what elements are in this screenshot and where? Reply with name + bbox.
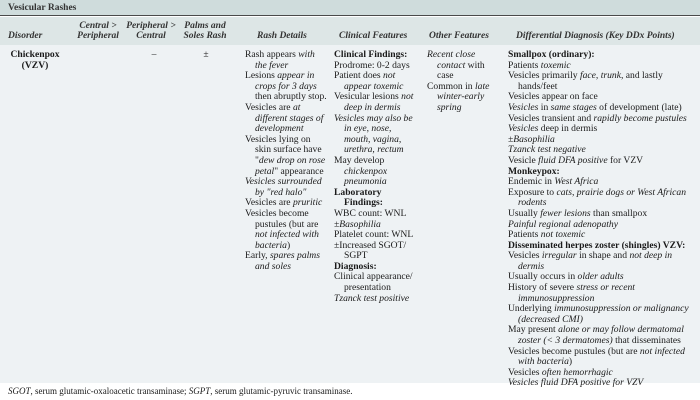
text-segment: for VZV [607,154,644,166]
text-segment: Vesicle [508,154,539,166]
text-segment: appear in crops for 3 days [255,70,317,92]
header-central-peripheral: Central > Peripheral [77,21,119,41]
text-segment: late winter-early spring [437,80,490,113]
text-segment: of development (late) [596,101,682,113]
text-segment: Platelet count: WNL [334,229,414,241]
header-peripheral-central: Peripheral > Central [126,21,176,41]
text-segment: pruritic [292,197,323,209]
text-segment: with the fever [255,49,315,71]
text-segment: dew drop on rose petal [255,154,326,177]
text-segment: " appearance [274,165,324,177]
text-segment: WBC count: WNL [334,207,407,219]
list-item [334,92,418,113]
text-segment: fluid DFA positive [538,154,608,166]
header-palms-soles: Palms and Soles Rash [183,21,227,41]
header-rash-details: Rash Details [257,31,307,41]
text-segment: then abruptly stop. [255,91,327,103]
text-segment: than smallpox [590,207,648,219]
list-item [245,103,327,135]
clinical-features-list [334,50,418,304]
text-segment: with case [437,59,485,82]
text-segment: Rash appears [245,49,299,60]
text-segment: not deep in dermis [344,91,414,113]
text-segment: Underlying [508,303,555,315]
text-segment: irregular [541,250,577,262]
text-segment: Vesicles [508,250,542,262]
text-segment: Laboratory Findings: [334,186,383,209]
text-segment: Vesicles [508,123,539,135]
text-segment: Vesicles primarily [508,70,580,82]
text-segment: chickenpox pneumonia [344,165,388,188]
list-item [334,272,418,293]
text-segment: Exposure to [508,186,557,198]
text-segment: Patients [508,229,541,241]
text-segment: Clinical appearance/ presentation [334,271,413,294]
list-item [245,209,327,251]
table-header-row [0,17,700,45]
text-segment: Vesicles are [245,197,293,209]
list-item [334,156,418,188]
text-segment: not deep in dermis [518,250,673,272]
text-segment: Vesicles become pustules (but are [245,207,319,230]
text-segment: May present [508,324,559,336]
text-segment: Tzanck test positive [334,292,410,304]
text-segment: often hemorrhagic [541,366,613,378]
text-segment: ±Basophilia [508,133,555,145]
text-segment: West Africa [554,176,599,188]
text-segment: , and lastly hands/feet [518,70,663,92]
text-segment: not infected with bacteria [255,229,319,251]
text-segment: Clinical Findings: [334,49,408,60]
text-segment: Vesicles fluid DFA positive for VZV [508,377,644,389]
text-segment: Endemic in [508,176,555,188]
header-other-features: Other Features [429,31,489,41]
text-segment: same stages [550,101,597,113]
text-segment: SGPT [188,386,211,396]
text-segment: fewer lesions [540,207,591,219]
list-item [508,325,700,346]
list-item [508,378,700,389]
text-segment: not toxemic [540,229,586,241]
list-item [245,71,327,103]
text-segment: Smallpox (ordinary): [508,49,595,60]
text-segment: Vesicles may also be in eye, nose, mouth, vagina, urethra, rectum [334,112,413,156]
text-segment: Vesicles become pustules (but are [508,345,640,357]
list-item [508,188,700,209]
other-features-list [427,50,499,114]
text-segment: stress or recent immunosuppression [518,282,635,304]
list-item [245,251,327,272]
text-segment: Usually occurs in [508,271,578,283]
text-segment: alone or may follow dermatomal zoster (< 3 dermatomes) [518,324,684,347]
list-item [427,50,499,82]
list-item [334,114,418,156]
list-item [334,294,418,305]
text-segment: Vesicles appear on face [508,91,598,103]
text-segment: older adults [577,271,624,283]
text-segment: cats, prairie dogs or West African rodents [518,186,687,209]
list-item [245,135,327,177]
text-segment: ±Increased SGOT/ SGPT [334,239,407,262]
palms-soles-value: ± [203,49,209,60]
text-segment: ) [568,356,573,368]
text-segment: Patient does [334,70,384,82]
list-item [334,71,418,92]
text-segment: rapidly become pustules [593,112,687,124]
text-segment: not appear toxemic [344,70,404,92]
text-segment: Prodrome: 0-2 days [334,59,410,71]
list-item [334,241,418,262]
header-differential-diagnosis: Differential Diagnosis (Key DDx Points) [516,31,675,41]
text-segment: Tzanck test negative [508,144,586,156]
list-item [508,71,700,92]
text-segment: Vesicles surrounded by "red halo" [245,176,322,198]
text-segment: Disseminated herpes zoster (shingles) VZV: [508,239,686,251]
footnote [8,386,352,396]
text-segment: immunosuppression or malignancy (decreased CMI) [518,303,689,325]
text-segment: ) [286,239,291,251]
text-segment: History of severe [508,282,577,294]
disorder-name: Chickenpox (VZV) [10,49,60,71]
list-item [427,82,499,114]
rash-details-list [245,50,327,272]
text-segment: Common in [427,80,475,92]
text-segment: Early, [245,250,270,262]
text-segment: Monkeypox: [508,165,560,177]
text-segment: Usually [508,207,541,219]
header-disorder: Disorder [8,31,43,41]
list-item [508,347,700,368]
text-segment: face, trunk [579,70,621,82]
text-segment: SGOT [8,386,31,396]
text-segment: spares palms and soles [255,250,320,272]
text-segment: Lesions [245,70,278,82]
text-segment: Vesicles transient and [508,112,594,124]
text-segment: , serum glutamic-pyruvic transaminase. [210,386,353,396]
text-segment: not infected with bacteria [518,345,685,368]
list-item [245,177,327,198]
list-item [245,50,327,71]
text-segment: in [538,101,551,113]
text-segment: Vesicles lying on skin surface have " [245,133,322,166]
text-segment: Patients [508,59,541,71]
text-segment: Vesicles [508,366,542,378]
header-clinical-features: Clinical Features [339,31,408,41]
text-segment: , serum glutamic-oxaloacetic transaminase; [30,386,189,396]
text-segment: ±Basophilia [334,218,381,230]
list-item [508,251,700,272]
text-segment: Vesicles [508,101,539,113]
text-segment: deep in dermis [538,123,598,135]
differential-diagnosis-list [508,50,700,389]
text-segment: in shape and [576,250,630,262]
text-segment: Recent close contact [427,49,476,71]
text-segment: at different stages of development [255,101,324,135]
list-item [508,304,700,325]
text-segment: Painful regional adenopathy [508,218,618,230]
list-item [334,188,418,209]
text-segment: Vesicles are [245,101,293,113]
text-segment: that disseminates [612,335,681,347]
text-segment: Vesicular lesions [334,91,402,103]
text-segment: toxemic [540,59,571,71]
text-segment: Diagnosis: [334,260,377,272]
list-item [508,283,700,304]
peripheral-central-value: – [151,49,157,60]
text-segment: May develop [334,154,385,166]
table-title: Vesicular Rashes [0,0,700,16]
